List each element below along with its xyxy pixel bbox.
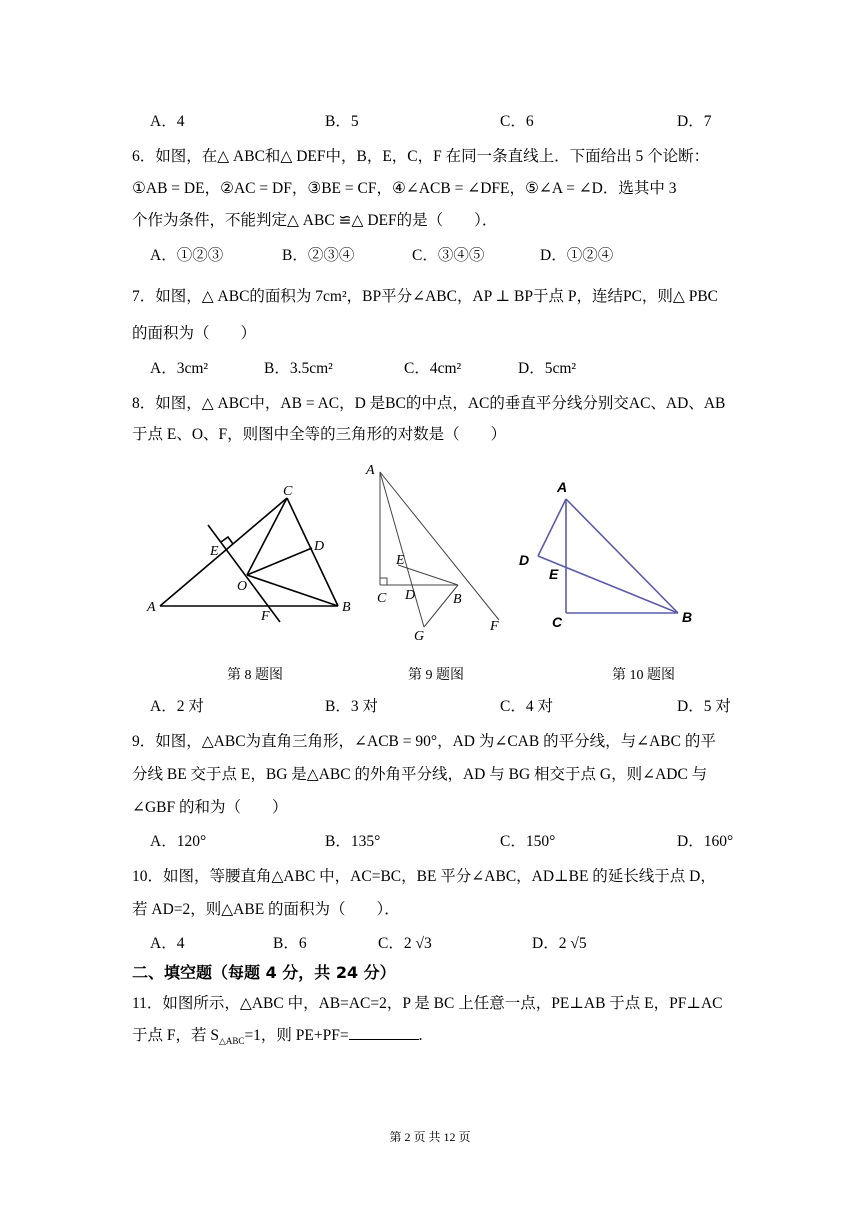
fig10-label-e: E bbox=[549, 566, 559, 582]
q7-line-1: 7．如图，△ ABC的面积为 7cm²，BP平分∠ABC，AP ⊥ BP于点 P，连结PC，则△ PBC bbox=[132, 288, 719, 305]
q9-option-a: A．120° bbox=[150, 833, 207, 850]
fig9-label-c: C bbox=[377, 591, 387, 606]
fig10-label-a: A bbox=[557, 479, 568, 495]
figure-9 bbox=[360, 460, 510, 645]
q9-option-d: D．160° bbox=[677, 833, 734, 850]
q11-line-2 bbox=[132, 1025, 423, 1052]
q9-line-3: ∠GBF 的和为（ ） bbox=[132, 799, 288, 816]
fig9-label-a: A bbox=[366, 463, 375, 478]
q9-option-c: C．150° bbox=[500, 833, 556, 850]
q8-option-b: B．3 对 bbox=[325, 698, 378, 715]
figure-8 bbox=[140, 480, 370, 650]
q5-option-a: A．4 bbox=[150, 113, 185, 130]
fig10-label-c: C bbox=[552, 614, 563, 630]
fig10-label-b: B bbox=[682, 609, 693, 625]
q11-area-subscript: △ABC bbox=[219, 1036, 245, 1047]
fig8-label-b: B bbox=[342, 600, 351, 615]
q10-option-c: C．2 √3 bbox=[378, 935, 432, 952]
q8-line-1: 8．如图，△ ABC中，AB = AC，D 是BC的中点，AC的垂直平分线分别交AC、AD、AB bbox=[132, 395, 726, 412]
fig9-caption: 第 9 题图 bbox=[408, 668, 464, 683]
q8-option-c: C．4 对 bbox=[500, 698, 553, 715]
q7-line-2: 的面积为（ ） bbox=[132, 325, 257, 342]
q7-option-b: B．3.5cm² bbox=[264, 360, 333, 377]
fig9-label-b: B bbox=[453, 592, 462, 607]
q6-option-d: D．①②④ bbox=[540, 247, 614, 264]
q7-option-c: C．4cm² bbox=[404, 360, 462, 377]
fig9-label-e: E bbox=[396, 553, 405, 568]
q9-option-b: B．135° bbox=[325, 833, 381, 850]
fig8-label-d: D bbox=[314, 539, 325, 554]
fig9-label-g: G bbox=[414, 629, 425, 644]
q9-line-2: 分线 BE 交于点 E，BG 是△ABC 的外角平分线，AD 与 BG 相交于点 G，则∠ADC 与 bbox=[132, 766, 708, 783]
q5-option-d: D．7 bbox=[677, 113, 712, 130]
q7-option-d: D．5cm² bbox=[518, 360, 577, 377]
q7-option-a: A．3cm² bbox=[150, 360, 209, 377]
q10-option-a: A．4 bbox=[150, 935, 185, 952]
q11-line-1: 11．如图所示，△ABC 中，AB=AC=2，P 是 BC 上任意一点，PE⊥AB 于点 E，PF⊥AC bbox=[132, 995, 723, 1012]
q11-text-post: . bbox=[418, 1027, 423, 1044]
q8-option-d: D．5 对 bbox=[677, 698, 731, 715]
fig8-label-e: E bbox=[210, 544, 219, 559]
q6-line-1: 6．如图，在△ ABC和△ DEF中，B，E，C，F 在同一条直线上．下面给出 5 个论断： bbox=[132, 148, 710, 165]
figure-10 bbox=[510, 476, 710, 636]
q8-option-a: A．2 对 bbox=[150, 698, 204, 715]
fig9-label-f: F bbox=[490, 619, 499, 634]
q11-answer-blank bbox=[349, 1025, 419, 1040]
q10-option-d: D．2 √5 bbox=[532, 935, 587, 952]
q10-line-2: 若 AD=2，则△ABE 的面积为（ ）． bbox=[132, 901, 400, 918]
fig10-caption: 第 10 题图 bbox=[612, 668, 675, 683]
q6-option-c: C．③④⑤ bbox=[412, 247, 485, 264]
q6-line-2: ①AB = DE，②AC = DF，③BE = CF，④∠ACB = ∠DFE，⑤∠A = ∠D．选其中 3 bbox=[132, 180, 677, 197]
q5-option-b: B．5 bbox=[325, 113, 359, 130]
q9-line-1: 9．如图，△ABC为直角三角形，∠ACB = 90°，AD 为∠CAB 的平分线，与∠ABC 的平 bbox=[132, 733, 716, 750]
q5-option-c: C．6 bbox=[500, 113, 534, 130]
q8-line-2: 于点 E、O、F，则图中全等的三角形的对数是（ ） bbox=[132, 426, 507, 443]
fig8-caption: 第 8 题图 bbox=[227, 668, 283, 683]
fig10-label-d: D bbox=[519, 552, 530, 568]
q6-option-b: B．②③④ bbox=[282, 247, 355, 264]
q10-option-b: B．6 bbox=[273, 935, 307, 952]
q6-option-a: A．①②③ bbox=[150, 247, 224, 264]
fig8-label-c: C bbox=[283, 484, 293, 499]
section-heading: 二、填空题（每题 4 分，共 24 分） bbox=[132, 963, 396, 982]
q6-line-3: 个作为条件，不能判定△ ABC ≌△ DEF的是（ ）． bbox=[132, 212, 498, 229]
fig9-label-d: D bbox=[405, 588, 416, 603]
fig8-label-o: O bbox=[237, 579, 248, 594]
q11-text-pre: 于点 F，若 S bbox=[132, 1027, 219, 1044]
fig8-label-f: F bbox=[261, 609, 270, 624]
q11-text-mid: =1，则 PE+PF= bbox=[244, 1027, 349, 1044]
q10-line-1: 10．如图，等腰直角△ABC 中，AC=BC，BE 平分∠ABC，AD⊥BE 的延长线于点 D， bbox=[132, 868, 716, 885]
fig8-label-a: A bbox=[147, 600, 156, 615]
page-footer: 第 2 页 共 12 页 bbox=[389, 1130, 471, 1144]
